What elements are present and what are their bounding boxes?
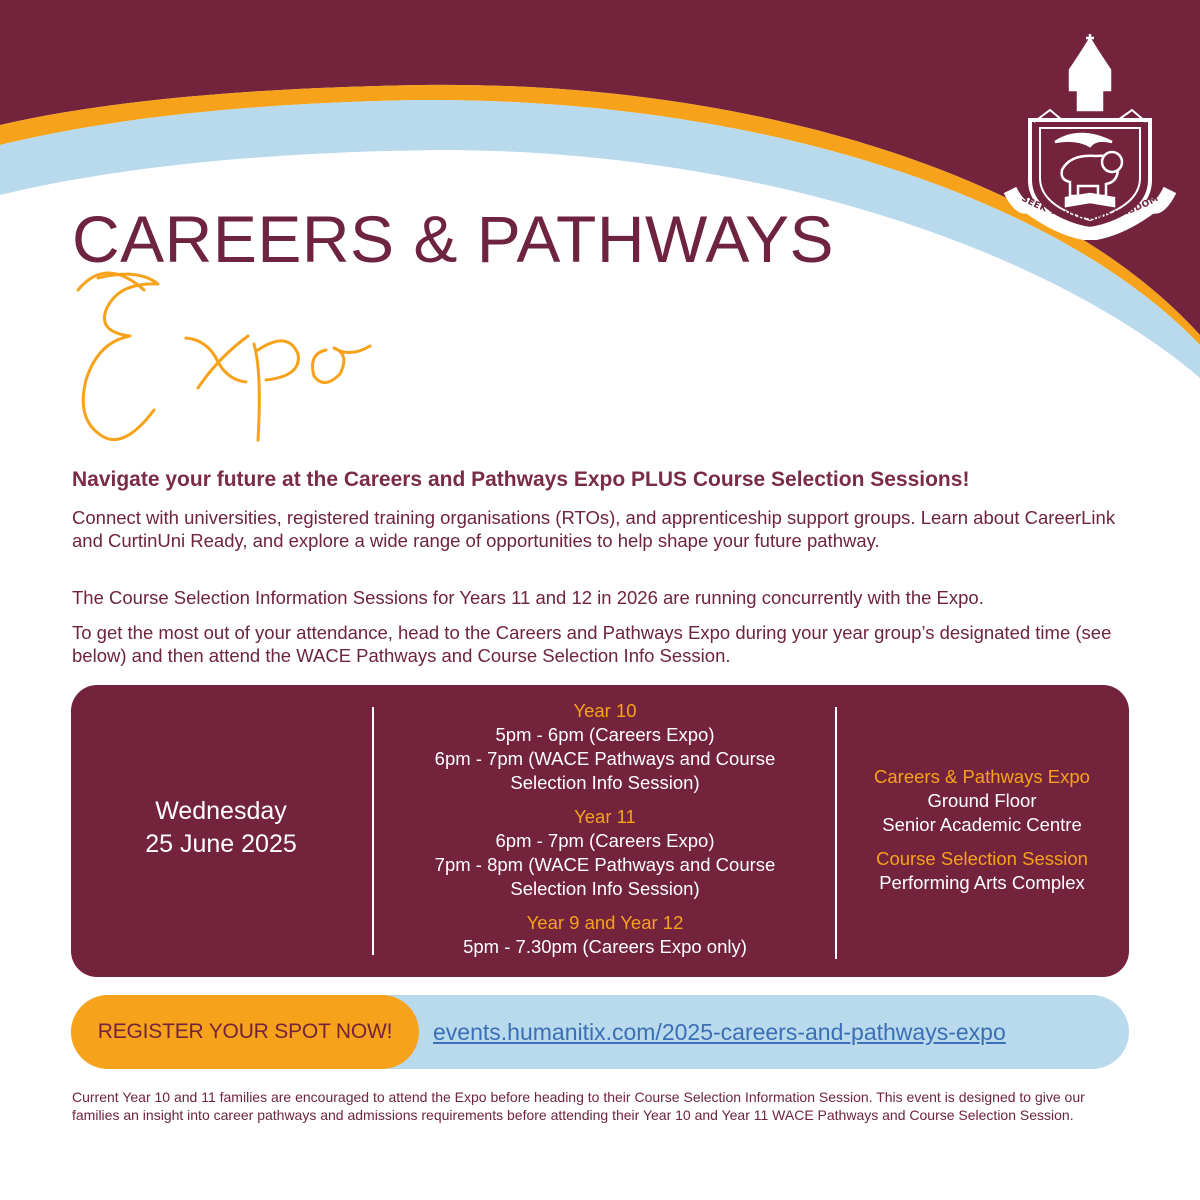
intro-paragraph-3: To get the most out of your attendance, head to the Careers and Pathways Expo during your year group’s designated time (see below) and then attend the WACE Pathways and Course Selection Info Session. [72, 622, 1112, 666]
year-10-time-2: 6pm - 7pm (WACE Pathways and Course [434, 748, 776, 769]
crest-motto: SEEK TRUTH AND WISDOM [1019, 193, 1161, 224]
venue-list [839, 765, 1125, 895]
venue-expo-line-1: Ground Floor [927, 790, 1037, 811]
school-crest-logo [1000, 30, 1180, 240]
event-day: Wednesday [155, 797, 287, 825]
intro-paragraph-2: The Course Selection Information Sessions for Years 11 and 12 in 2026 are running concurrently with the Expo. [72, 587, 984, 608]
register-button[interactable]: REGISTER YOUR SPOT NOW! [71, 995, 419, 1069]
year-11-time-3: Selection Info Session) [510, 878, 700, 899]
page-title: CAREERS & PATHWAYS [72, 202, 835, 276]
intro-paragraph-1: Connect with universities, registered training organisations (RTOs), and apprenticeship support groups. Learn about CareerLink and CurtinUni Ready, and explore a wide range of opportunities to help shape your future pathway. [72, 507, 1116, 551]
year-9-12-time-1: 5pm - 7.30pm (Careers Expo only) [463, 936, 747, 957]
venue-course-line-1: Performing Arts Complex [879, 872, 1085, 893]
register-link[interactable]: events.humanitix.com/2025-careers-and-pathways-expo [433, 1018, 1006, 1045]
intro-subtitle: Navigate your future at the Careers and Pathways Expo PLUS Course Selection Sessions! [72, 468, 970, 491]
year-10-time-3: Selection Info Session) [510, 772, 700, 793]
year-11-time-1: 6pm - 7pm (Careers Expo) [495, 830, 715, 851]
venue-expo-line-2: Senior Academic Centre [882, 814, 1082, 835]
event-date-value: 25 June 2025 [145, 830, 297, 858]
event-date [71, 795, 371, 861]
year-9-12-heading: Year 9 and Year 12 [526, 912, 684, 933]
footnote-text: Current Year 10 and 11 families are encouraged to attend the Expo before heading to their Course Selection Information Session. This event is designed to give our families an insight into career pathways and admissions requirements before attending their Year 10 and Year 11 WACE Pathways and Course Selection Session. [72, 1089, 1085, 1123]
register-bar [71, 995, 1129, 1069]
year-10-time-1: 5pm - 6pm (Careers Expo) [495, 724, 715, 745]
year-11-time-2: 7pm - 8pm (WACE Pathways and Course [434, 854, 776, 875]
schedule-panel [71, 685, 1129, 977]
year-10-heading: Year 10 [573, 700, 637, 721]
expo-script-word [58, 250, 408, 470]
venue-course-heading: Course Selection Session [876, 848, 1088, 869]
session-times [376, 699, 834, 959]
divider-line [372, 707, 374, 955]
divider-line [835, 707, 837, 959]
year-11-heading: Year 11 [574, 806, 636, 827]
venue-expo-heading: Careers & Pathways Expo [874, 766, 1090, 787]
